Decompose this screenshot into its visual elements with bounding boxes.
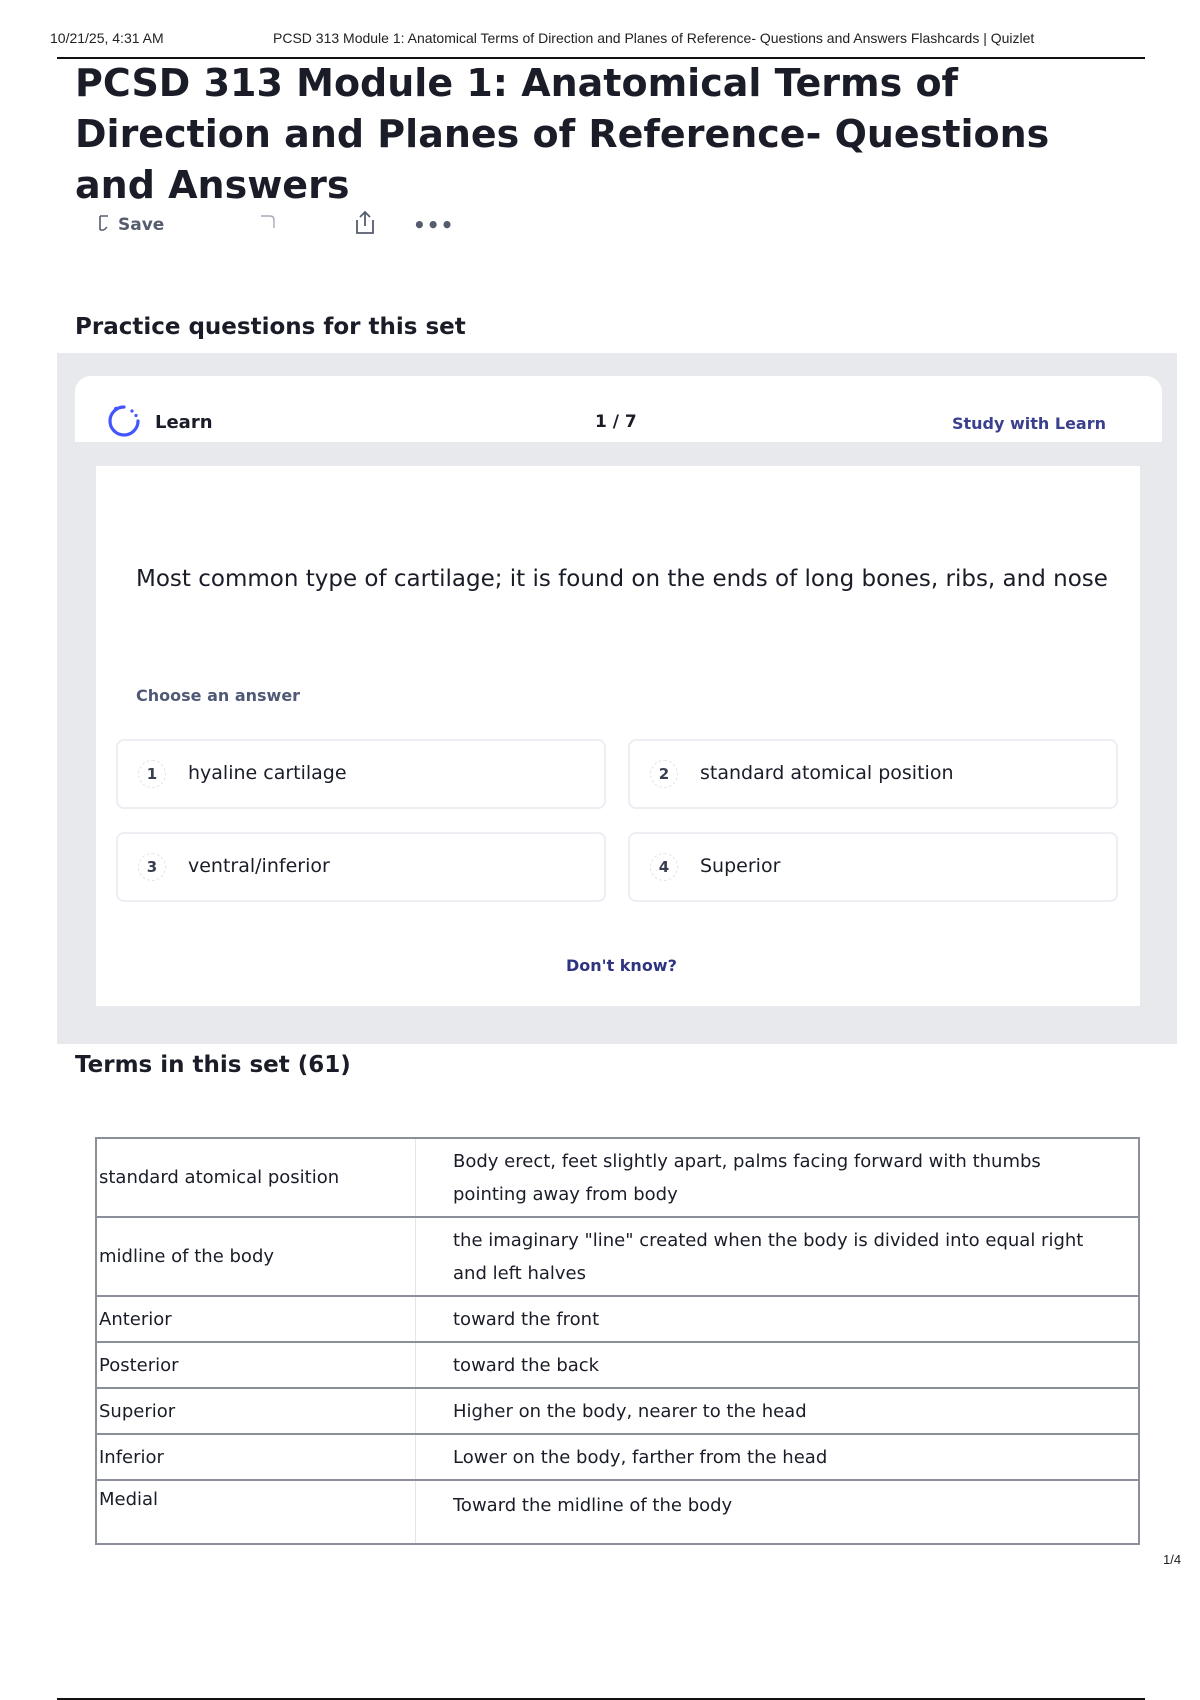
table-row	[96, 1138, 1139, 1217]
answer-option-3[interactable]	[116, 832, 606, 902]
choose-answer-label: Choose an answer	[136, 686, 301, 705]
term-cell: standard atomical position	[96, 1138, 416, 1217]
dont-know-button[interactable]: Don't know?	[566, 956, 677, 975]
option-number: 3	[138, 853, 166, 881]
more-icon: •••	[413, 213, 455, 237]
term-cell: Posterior	[96, 1342, 416, 1388]
table-row	[96, 1217, 1139, 1296]
answer-option-1[interactable]	[116, 739, 606, 809]
term-cell: Superior	[96, 1388, 416, 1434]
definition-cell: the imaginary "line" created when the body is divided into equal right and left halves	[416, 1217, 1140, 1296]
option-number: 1	[138, 760, 166, 788]
option-text: Superior	[700, 855, 781, 877]
table-row	[96, 1480, 1139, 1544]
definition-cell: Toward the midline of the body	[416, 1480, 1140, 1544]
learn-icon	[107, 404, 141, 442]
option-text: hyaline cartilage	[188, 762, 347, 784]
definition-cell: Higher on the body, nearer to the head	[416, 1388, 1140, 1434]
option-number: 2	[650, 760, 678, 788]
terms-table	[95, 1137, 1140, 1545]
learn-label: Learn	[155, 412, 213, 433]
definition-cell: toward the front	[416, 1296, 1140, 1342]
term-cell: Medial	[96, 1480, 416, 1544]
answer-option-4[interactable]	[628, 832, 1118, 902]
term-cell: Anterior	[96, 1296, 416, 1342]
print-date: 10/21/25, 4:31 AM	[50, 30, 164, 46]
option-number: 4	[650, 853, 678, 881]
page-title: PCSD 313 Module 1: Anatomical Terms of Direction and Planes of Reference- Questions and Answers	[75, 61, 1050, 207]
more-button[interactable]	[413, 210, 454, 240]
definition-cell: Lower on the body, farther from the head	[416, 1434, 1140, 1480]
definition-cell: Body erect, feet slightly apart, palms facing forward with thumbs pointing away from body	[416, 1138, 1140, 1217]
practice-heading: Practice questions for this set	[75, 314, 466, 340]
bookmark-icon	[98, 214, 112, 237]
save-button[interactable]	[98, 210, 164, 240]
share-button[interactable]	[353, 210, 377, 240]
terms-heading: Terms in this set (61)	[75, 1052, 351, 1078]
practice-panel	[57, 353, 1177, 1044]
table-row	[96, 1296, 1139, 1342]
save-label: Save	[118, 215, 165, 235]
share-icon	[353, 209, 377, 242]
table-row	[96, 1388, 1139, 1434]
table-row	[96, 1434, 1139, 1480]
print-doc-title: PCSD 313 Module 1: Anatomical Terms of Direction and Planes of Reference- Questions and Answers Flashcards | Quizlet	[273, 30, 1035, 46]
copy-icon	[256, 212, 278, 239]
learn-header	[75, 376, 1162, 442]
question-card	[96, 466, 1140, 1006]
question-text: Most common type of cartilage; it is found on the ends of long bones, ribs, and nose	[136, 566, 1108, 592]
term-cell: midline of the body	[96, 1217, 416, 1296]
copy-button[interactable]	[256, 210, 278, 240]
definition-cell: toward the back	[416, 1342, 1140, 1388]
term-cell: Inferior	[96, 1434, 416, 1480]
answer-option-2[interactable]	[628, 739, 1118, 809]
study-with-learn-link[interactable]: Study with Learn	[951, 414, 1106, 433]
option-text: ventral/inferior	[188, 855, 330, 877]
table-row	[96, 1342, 1139, 1388]
page-number: 1/4	[1163, 1552, 1182, 1567]
option-text: standard atomical position	[700, 762, 954, 784]
question-progress: 1 / 7	[595, 412, 637, 432]
